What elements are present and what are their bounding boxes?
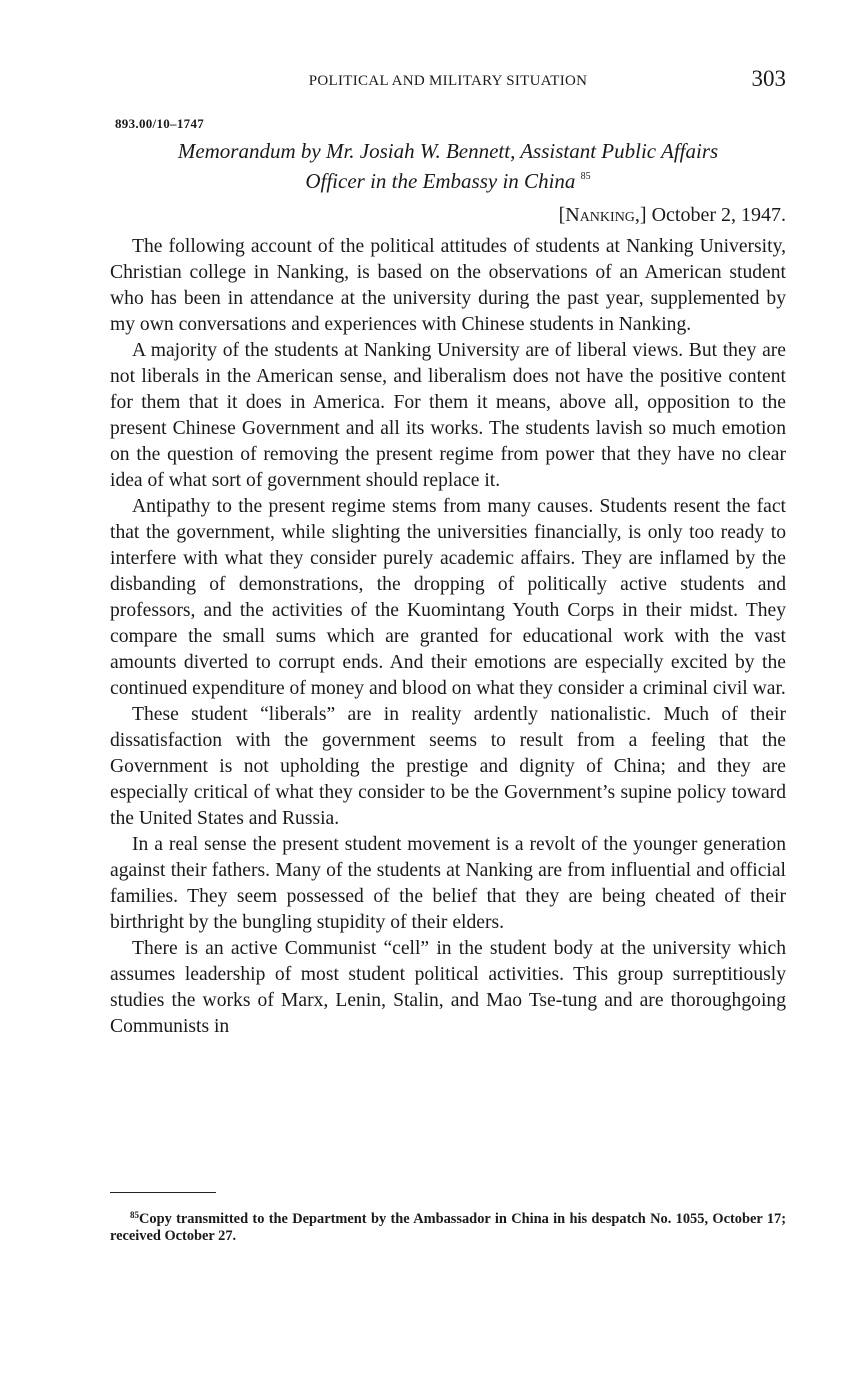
paragraph: The following account of the political attitudes of students at Nanking University, Christian college in Nanking, is based on the observations of an American student who has been in attendance at the university during the past year, supplemented by my own conversations and experiences with Chinese students in Nanking. (110, 236, 786, 335)
title-line-2-text: Officer in the Embassy in China (305, 169, 576, 193)
paragraph: In a real sense the present student movement is a revolt of the younger generation against their fathers. Many of the students at Nanking are from influential and official families. They seem possessed of the belief that they are being cheated of their birthright by the bungling stupidity of their elders. (110, 834, 786, 933)
running-title: POLITICAL AND MILITARY SITUATION (308, 73, 588, 89)
paragraph: Antipathy to the present regime stems from many causes. Students resent the fact that the government, while slighting the universities financially, is only too ready to interfere with what they consider purely academic affairs. They are inflamed by the disbanding of demonstrations, the dropping of politically active students and professors, and the activities of the Kuomintang Youth Corps in their midst. They compare the small sums which are granted for educational work with the vast amounts diverted to corrupt ends. And their emotions are especially excited by the continued expenditure of money and blood on what they consider a criminal civil war. (110, 496, 786, 699)
title-line-2 (110, 164, 786, 194)
dateline-date: October 2, 1947. (651, 204, 786, 226)
footnote-divider (110, 1192, 216, 1193)
page-number: 303 (751, 66, 786, 91)
running-head (110, 66, 786, 94)
file-number: 893.00/10–1747 (115, 116, 205, 131)
paragraph: There is an active Communist “cell” in the student body at the university which assumes leadership of most student political activities. This group surreptitiously studies the works of Marx, Lenin, Stalin, and Mao Tse-tung and are thoroughgoing Communists in (110, 938, 786, 1037)
dateline (559, 204, 786, 227)
footnote-text: Copy transmitted to the Department by the Ambassador in China in his despatch No. 1055, October 17; received October 27. (110, 1211, 786, 1244)
paragraph: A majority of the students at Nanking University are of liberal views. But they are not liberals in the American sense, and liberalism does not have the positive content for them that it does in America. For them it means, above all, opposition to the present Chinese Government and all its works. The students lavish so much emotion on the question of removing the present regime from power that they have no clear idea of what sort of government should replace it. (110, 340, 786, 491)
body-text (110, 234, 786, 1040)
footnote (110, 1207, 786, 1245)
paragraph: These student “liberals” are in reality ardently nationalistic. Much of their dissatisfaction with the government seems to result from a feeling that the Government is not upholding the prestige and dignity of China; and they are especially critical of what they consider to be the Government’s supine policy toward the United States and Russia. (110, 704, 786, 829)
title-footnote-ref: 85 (580, 171, 591, 182)
footnote-number: 85 (130, 1210, 139, 1220)
title-line-1: Memorandum by Mr. Josiah W. Bennett, Assistant Public Affairs (177, 139, 719, 163)
document-title (110, 138, 786, 194)
dateline-place: [Nanking,] (558, 204, 647, 226)
